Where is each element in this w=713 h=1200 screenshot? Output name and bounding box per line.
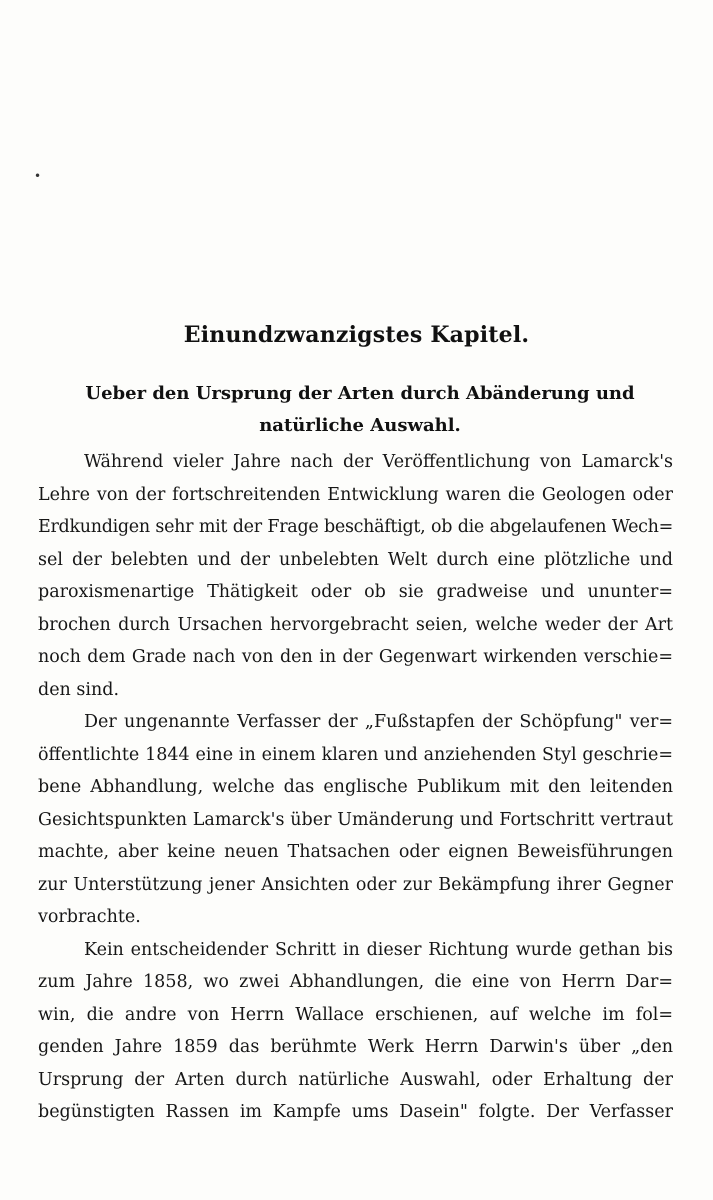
text-line: zum Jahre 1858, wo zwei Abhandlungen, die eine von Herrn Dar= [38, 972, 673, 992]
text-line: Während vieler Jahre nach der Veröffentlichung von Lamarck's [84, 452, 673, 472]
text-line: win, die andre von Herrn Wallace erschienen, auf welche im fol= [38, 1004, 673, 1025]
text-line: sel der belebten und der unbelebten Welt durch eine plötzliche und [38, 549, 673, 570]
text-line: paroxismenartige Thätigkeit oder ob sie gradweise und ununter= [38, 582, 673, 602]
paragraph-3 [38, 934, 673, 1129]
text-line: machte, aber keine neuen Thatsachen oder eignen Beweisführungen [38, 842, 673, 862]
print-speck-mark: • [34, 169, 42, 183]
text-line: bene Abhandlung, welche das englische Publikum mit den leitenden [38, 777, 673, 797]
chapter-title: Einundzwanzigstes Kapitel. [183, 322, 530, 348]
text-line: Der ungenannte Verfasser der „Fußstapfen der Schöpfung" ver= [84, 712, 673, 732]
body-text [38, 446, 673, 1129]
text-line: öffentlichte 1844 eine in einem klaren und anziehenden Styl geschrie= [38, 744, 673, 765]
text-line: zur Unterstützung jener Ansichten oder zur Bekämpfung ihrer Gegner [38, 874, 673, 895]
text-line: genden Jahre 1859 das berühmte Werk Herrn Darwin's über „den [38, 1037, 673, 1057]
chapter-subtitle [60, 378, 660, 442]
text-line: vorbrachte. [38, 907, 141, 927]
text-line: den sind. [38, 679, 120, 700]
text-line: Lehre von der fortschreitenden Entwicklung waren die Geologen oder [38, 484, 673, 505]
text-line: Kein entscheidender Schritt in dieser Richtung wurde gethan bis [84, 939, 673, 960]
paragraph-2 [38, 706, 673, 934]
text-line: begünstigten Rassen im Kampfe ums Dasein" folgte. Der Verfasser [38, 1102, 673, 1122]
text-line: noch dem Grade nach von den in der Gegenwart wirkenden verschie= [38, 647, 673, 667]
text-line: Gesichtspunkten Lamarck's über Umänderung und Fortschritt vertraut [38, 809, 673, 830]
paragraph-1 [38, 446, 673, 706]
text-line: Erdkundigen sehr mit der Frage beschäftigt, ob die abgelaufenen Wech= [38, 517, 673, 537]
text-line: brochen durch Ursachen hervorgebracht seien, welche weder der Art [38, 614, 673, 635]
chapter-subtitle-line: natürliche Auswahl. [259, 415, 461, 436]
text-line: Ursprung der Arten durch natürliche Auswahl, oder Erhaltung der [38, 1069, 673, 1090]
chapter-subtitle-line: Ueber den Ursprung der Arten durch Abänderung und [85, 383, 635, 404]
